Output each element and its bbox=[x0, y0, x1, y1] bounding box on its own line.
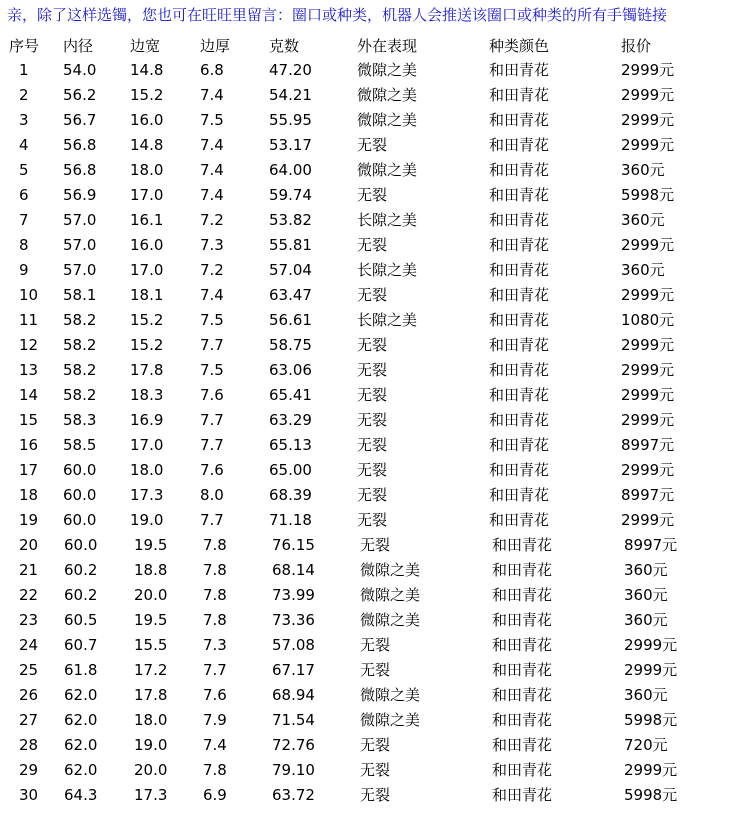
col-index: 9 bbox=[19, 261, 29, 279]
col-weight: 73.99 bbox=[272, 586, 315, 604]
col-index: 3 bbox=[19, 111, 29, 129]
col-appearance: 微隙之美 bbox=[357, 161, 418, 179]
col-thickness: 7.7 bbox=[200, 436, 224, 454]
col-type-color: 和田青花 bbox=[489, 86, 550, 104]
table-row bbox=[0, 483, 751, 507]
col-weight: 56.61 bbox=[269, 311, 312, 329]
col-appearance: 微隙之美 bbox=[357, 61, 418, 79]
col-type-color: 和田青花 bbox=[489, 261, 550, 279]
table-row bbox=[0, 533, 751, 557]
table-row bbox=[0, 108, 751, 132]
col-weight: 58.75 bbox=[269, 336, 312, 354]
col-width: 15.2 bbox=[130, 311, 164, 329]
col-appearance: 无裂 bbox=[357, 236, 388, 254]
col-thickness: 7.4 bbox=[200, 286, 224, 304]
table-row bbox=[0, 258, 751, 282]
col-width: 18.0 bbox=[130, 161, 164, 179]
col-thickness: 7.7 bbox=[203, 661, 227, 679]
col-price: 2999元 bbox=[621, 236, 675, 254]
col-appearance: 长隙之美 bbox=[357, 211, 418, 229]
col-width: 17.0 bbox=[130, 261, 164, 279]
col-index: 1 bbox=[19, 61, 29, 79]
col-appearance: 无裂 bbox=[360, 636, 391, 654]
col-weight: 63.47 bbox=[269, 286, 312, 304]
col-price: 2999元 bbox=[621, 511, 675, 529]
col-thickness: 7.4 bbox=[200, 86, 224, 104]
col-inner-diameter: 60.0 bbox=[64, 536, 98, 554]
col-price: 2999元 bbox=[621, 336, 675, 354]
col-inner-diameter: 56.7 bbox=[63, 111, 97, 129]
col-width: 18.3 bbox=[130, 386, 164, 404]
table-row bbox=[0, 158, 751, 182]
col-appearance: 无裂 bbox=[357, 186, 388, 204]
table-row bbox=[0, 558, 751, 582]
col-index: 11 bbox=[19, 311, 39, 329]
col-appearance: 无裂 bbox=[357, 486, 388, 504]
col-weight: 68.94 bbox=[272, 686, 315, 704]
col-price: 2999元 bbox=[621, 461, 675, 479]
col-price: 2999元 bbox=[621, 361, 675, 379]
col-appearance: 长隙之美 bbox=[357, 311, 418, 329]
col-thickness: 7.3 bbox=[200, 236, 224, 254]
col-index: 6 bbox=[19, 186, 29, 204]
table-row bbox=[0, 133, 751, 157]
col-index: 22 bbox=[19, 586, 39, 604]
col-thickness: 6.8 bbox=[200, 61, 224, 79]
col-price-header: 报价 bbox=[621, 37, 652, 55]
table-row bbox=[0, 433, 751, 457]
col-appearance: 微隙之美 bbox=[360, 561, 421, 579]
col-width: 14.8 bbox=[130, 136, 164, 154]
table-row bbox=[0, 233, 751, 257]
table-row bbox=[0, 608, 751, 632]
col-width: 18.0 bbox=[134, 711, 168, 729]
col-thickness: 7.8 bbox=[203, 561, 227, 579]
col-index: 26 bbox=[19, 686, 39, 704]
col-inner-diameter: 58.3 bbox=[63, 411, 97, 429]
col-type-color: 和田青花 bbox=[492, 536, 553, 554]
col-weight: 68.39 bbox=[269, 486, 312, 504]
col-thickness: 7.4 bbox=[200, 186, 224, 204]
col-type-color: 和田青花 bbox=[492, 636, 553, 654]
col-index: 7 bbox=[19, 211, 29, 229]
col-weight: 65.13 bbox=[269, 436, 312, 454]
col-width: 17.3 bbox=[130, 486, 164, 504]
col-width: 17.3 bbox=[134, 786, 168, 804]
col-width: 17.2 bbox=[134, 661, 168, 679]
col-index: 17 bbox=[19, 461, 39, 479]
col-inner-diameter: 62.0 bbox=[64, 761, 98, 779]
col-thickness: 7.6 bbox=[200, 386, 224, 404]
col-type-color: 和田青花 bbox=[489, 461, 550, 479]
col-type-color: 和田青花 bbox=[489, 136, 550, 154]
col-thickness: 7.5 bbox=[200, 311, 224, 329]
col-index: 30 bbox=[19, 786, 39, 804]
col-appearance: 无裂 bbox=[357, 461, 388, 479]
col-width: 20.0 bbox=[134, 586, 168, 604]
col-inner-diameter: 60.0 bbox=[63, 486, 97, 504]
col-price: 2999元 bbox=[621, 386, 675, 404]
col-appearance: 无裂 bbox=[357, 361, 388, 379]
col-price: 360元 bbox=[624, 586, 668, 604]
table-row bbox=[0, 658, 751, 682]
col-width: 15.2 bbox=[130, 336, 164, 354]
notice-text: 亲，除了这样选镯，您也可在旺旺里留言：圈口或种类，机器人会推送该圈口或种类的所有手镯链接 bbox=[7, 6, 668, 24]
col-price: 8997元 bbox=[621, 436, 675, 454]
col-price: 5998元 bbox=[624, 711, 678, 729]
col-thickness: 7.4 bbox=[200, 161, 224, 179]
col-thickness: 7.9 bbox=[203, 711, 227, 729]
col-price: 5998元 bbox=[621, 186, 675, 204]
col-appearance: 无裂 bbox=[360, 786, 391, 804]
col-inner-diameter: 57.0 bbox=[63, 236, 97, 254]
col-weight: 72.76 bbox=[272, 736, 315, 754]
col-width: 14.8 bbox=[130, 61, 164, 79]
col-appearance: 微隙之美 bbox=[360, 586, 421, 604]
col-inner-diameter: 56.2 bbox=[63, 86, 97, 104]
col-inner-diameter: 58.2 bbox=[63, 336, 97, 354]
table-row bbox=[0, 283, 751, 307]
col-thickness: 7.7 bbox=[200, 511, 224, 529]
col-price: 2999元 bbox=[621, 286, 675, 304]
col-inner-diameter: 60.0 bbox=[63, 511, 97, 529]
col-inner-diameter: 58.2 bbox=[63, 386, 97, 404]
col-weight: 57.04 bbox=[269, 261, 312, 279]
col-index: 18 bbox=[19, 486, 39, 504]
col-appearance: 无裂 bbox=[357, 336, 388, 354]
col-inner-diameter: 61.8 bbox=[64, 661, 98, 679]
col-appearance: 无裂 bbox=[357, 411, 388, 429]
col-inner-diameter: 58.2 bbox=[63, 311, 97, 329]
col-price: 2999元 bbox=[621, 136, 675, 154]
col-inner-diameter: 58.1 bbox=[63, 286, 97, 304]
col-type-color: 和田青花 bbox=[489, 336, 550, 354]
col-weight: 65.00 bbox=[269, 461, 312, 479]
col-inner-diameter: 60.2 bbox=[64, 561, 98, 579]
col-type-color: 和田青花 bbox=[492, 711, 553, 729]
col-inner-diameter: 60.2 bbox=[64, 586, 98, 604]
col-price: 1080元 bbox=[621, 311, 675, 329]
col-type-color: 和田青花 bbox=[492, 761, 553, 779]
col-index: 12 bbox=[19, 336, 39, 354]
col-thickness: 7.6 bbox=[200, 461, 224, 479]
col-index: 5 bbox=[19, 161, 29, 179]
col-width: 17.0 bbox=[130, 186, 164, 204]
col-width: 19.5 bbox=[134, 611, 168, 629]
col-width: 16.1 bbox=[130, 211, 164, 229]
col-type-color: 和田青花 bbox=[489, 111, 550, 129]
col-type-color-header: 种类颜色 bbox=[489, 37, 550, 55]
col-inner-diameter: 58.5 bbox=[63, 436, 97, 454]
col-appearance: 无裂 bbox=[360, 661, 391, 679]
col-index: 24 bbox=[19, 636, 39, 654]
col-width: 19.0 bbox=[130, 511, 164, 529]
col-price: 2999元 bbox=[624, 761, 678, 779]
col-type-color: 和田青花 bbox=[492, 736, 553, 754]
col-type-color: 和田青花 bbox=[489, 311, 550, 329]
col-type-color: 和田青花 bbox=[489, 236, 550, 254]
table-row bbox=[0, 358, 751, 382]
col-weight-header: 克数 bbox=[269, 37, 300, 55]
col-inner-diameter: 57.0 bbox=[63, 261, 97, 279]
col-appearance: 无裂 bbox=[360, 536, 391, 554]
table-row bbox=[0, 183, 751, 207]
col-weight: 67.17 bbox=[272, 661, 315, 679]
col-price: 360元 bbox=[621, 211, 665, 229]
col-inner-diameter: 56.9 bbox=[63, 186, 97, 204]
col-inner-diameter: 60.0 bbox=[63, 461, 97, 479]
col-weight: 53.82 bbox=[269, 211, 312, 229]
table-row bbox=[0, 783, 751, 807]
col-thickness: 6.9 bbox=[203, 786, 227, 804]
col-index: 4 bbox=[19, 136, 29, 154]
col-type-color: 和田青花 bbox=[489, 411, 550, 429]
col-appearance: 微隙之美 bbox=[360, 711, 421, 729]
col-inner-diameter: 62.0 bbox=[64, 686, 98, 704]
col-index: 27 bbox=[19, 711, 39, 729]
col-price: 360元 bbox=[624, 561, 668, 579]
col-width: 20.0 bbox=[134, 761, 168, 779]
table-row bbox=[0, 83, 751, 107]
col-thickness: 7.7 bbox=[200, 411, 224, 429]
col-index: 20 bbox=[19, 536, 39, 554]
col-index: 14 bbox=[19, 386, 39, 404]
col-weight: 63.29 bbox=[269, 411, 312, 429]
col-type-color: 和田青花 bbox=[489, 61, 550, 79]
col-thickness: 7.4 bbox=[200, 136, 224, 154]
col-thickness: 8.0 bbox=[200, 486, 224, 504]
col-weight: 53.17 bbox=[269, 136, 312, 154]
col-weight: 68.14 bbox=[272, 561, 315, 579]
col-price: 360元 bbox=[621, 261, 665, 279]
table-row bbox=[0, 58, 751, 82]
col-type-color: 和田青花 bbox=[489, 486, 550, 504]
col-width: 16.9 bbox=[130, 411, 164, 429]
col-thickness-header: 边厚 bbox=[200, 37, 231, 55]
col-inner-diameter: 62.0 bbox=[64, 711, 98, 729]
col-index: 19 bbox=[19, 511, 39, 529]
table-row bbox=[0, 408, 751, 432]
table-header bbox=[0, 34, 751, 58]
col-thickness: 7.8 bbox=[203, 761, 227, 779]
col-type-color: 和田青花 bbox=[492, 661, 553, 679]
table-row bbox=[0, 458, 751, 482]
col-appearance: 微隙之美 bbox=[360, 611, 421, 629]
col-index: 2 bbox=[19, 86, 29, 104]
col-weight: 65.41 bbox=[269, 386, 312, 404]
col-index: 10 bbox=[19, 286, 39, 304]
col-inner-diameter: 60.5 bbox=[64, 611, 98, 629]
col-weight: 76.15 bbox=[272, 536, 315, 554]
col-thickness: 7.8 bbox=[203, 611, 227, 629]
col-inner-diameter: 56.8 bbox=[63, 161, 97, 179]
table-row bbox=[0, 383, 751, 407]
col-weight: 54.21 bbox=[269, 86, 312, 104]
col-thickness: 7.6 bbox=[203, 686, 227, 704]
table-row bbox=[0, 758, 751, 782]
table-row bbox=[0, 208, 751, 232]
col-inner-diameter: 57.0 bbox=[63, 211, 97, 229]
col-price: 2999元 bbox=[621, 411, 675, 429]
col-width: 15.2 bbox=[130, 86, 164, 104]
table-row bbox=[0, 508, 751, 532]
col-appearance: 微隙之美 bbox=[357, 111, 418, 129]
col-weight: 73.36 bbox=[272, 611, 315, 629]
col-index: 13 bbox=[19, 361, 39, 379]
col-type-color: 和田青花 bbox=[489, 286, 550, 304]
col-type-color: 和田青花 bbox=[489, 211, 550, 229]
col-price: 8997元 bbox=[624, 536, 678, 554]
col-appearance: 无裂 bbox=[360, 736, 391, 754]
col-width: 15.5 bbox=[134, 636, 168, 654]
col-inner-diameter: 60.7 bbox=[64, 636, 98, 654]
col-weight: 59.74 bbox=[269, 186, 312, 204]
col-appearance: 无裂 bbox=[357, 286, 388, 304]
col-weight: 57.08 bbox=[272, 636, 315, 654]
col-type-color: 和田青花 bbox=[492, 586, 553, 604]
col-price: 720元 bbox=[624, 736, 668, 754]
col-index: 28 bbox=[19, 736, 39, 754]
col-type-color: 和田青花 bbox=[492, 561, 553, 579]
col-appearance: 微隙之美 bbox=[360, 686, 421, 704]
col-width: 18.1 bbox=[130, 286, 164, 304]
table-row bbox=[0, 633, 751, 657]
table-row bbox=[0, 583, 751, 607]
col-weight: 64.00 bbox=[269, 161, 312, 179]
col-thickness: 7.8 bbox=[203, 586, 227, 604]
col-inner-diameter: 64.3 bbox=[64, 786, 98, 804]
col-price: 360元 bbox=[621, 161, 665, 179]
col-thickness: 7.2 bbox=[200, 261, 224, 279]
col-width: 16.0 bbox=[130, 236, 164, 254]
col-price: 5998元 bbox=[624, 786, 678, 804]
table-row bbox=[0, 333, 751, 357]
col-index: 16 bbox=[19, 436, 39, 454]
col-appearance: 无裂 bbox=[357, 511, 388, 529]
col-inner-diameter: 62.0 bbox=[64, 736, 98, 754]
col-thickness: 7.8 bbox=[203, 536, 227, 554]
col-appearance: 无裂 bbox=[360, 761, 391, 779]
col-appearance: 长隙之美 bbox=[357, 261, 418, 279]
col-inner-diameter-header: 内径 bbox=[63, 37, 94, 55]
col-width: 19.5 bbox=[134, 536, 168, 554]
col-appearance-header: 外在表现 bbox=[357, 37, 418, 55]
col-appearance: 无裂 bbox=[357, 436, 388, 454]
col-appearance: 无裂 bbox=[357, 136, 388, 154]
col-index: 29 bbox=[19, 761, 39, 779]
col-price: 360元 bbox=[624, 686, 668, 704]
col-width: 18.8 bbox=[134, 561, 168, 579]
col-width: 17.8 bbox=[134, 686, 168, 704]
col-thickness: 7.4 bbox=[203, 736, 227, 754]
col-index: 21 bbox=[19, 561, 39, 579]
col-index: 15 bbox=[19, 411, 39, 429]
col-type-color: 和田青花 bbox=[489, 361, 550, 379]
col-type-color: 和田青花 bbox=[492, 686, 553, 704]
col-type-color: 和田青花 bbox=[489, 511, 550, 529]
col-weight: 55.81 bbox=[269, 236, 312, 254]
col-index: 23 bbox=[19, 611, 39, 629]
col-weight: 63.72 bbox=[272, 786, 315, 804]
col-weight: 55.95 bbox=[269, 111, 312, 129]
col-inner-diameter: 54.0 bbox=[63, 61, 97, 79]
col-thickness: 7.5 bbox=[200, 361, 224, 379]
col-price: 360元 bbox=[624, 611, 668, 629]
col-thickness: 7.3 bbox=[203, 636, 227, 654]
col-type-color: 和田青花 bbox=[489, 186, 550, 204]
col-type-color: 和田青花 bbox=[489, 161, 550, 179]
col-type-color: 和田青花 bbox=[489, 436, 550, 454]
table-row bbox=[0, 733, 751, 757]
col-price: 2999元 bbox=[624, 636, 678, 654]
col-price: 2999元 bbox=[624, 661, 678, 679]
col-weight: 71.54 bbox=[272, 711, 315, 729]
col-thickness: 7.7 bbox=[200, 336, 224, 354]
col-type-color: 和田青花 bbox=[492, 786, 553, 804]
col-type-color: 和田青花 bbox=[492, 611, 553, 629]
col-width: 17.0 bbox=[130, 436, 164, 454]
col-type-color: 和田青花 bbox=[489, 386, 550, 404]
col-width: 17.8 bbox=[130, 361, 164, 379]
table-row bbox=[0, 683, 751, 707]
col-weight: 63.06 bbox=[269, 361, 312, 379]
col-weight: 71.18 bbox=[269, 511, 312, 529]
col-width: 16.0 bbox=[130, 111, 164, 129]
col-index: 8 bbox=[19, 236, 29, 254]
col-index-header: 序号 bbox=[9, 37, 40, 55]
col-appearance: 无裂 bbox=[357, 386, 388, 404]
table-row bbox=[0, 708, 751, 732]
col-weight: 79.10 bbox=[272, 761, 315, 779]
col-width-header: 边宽 bbox=[130, 37, 161, 55]
col-inner-diameter: 58.2 bbox=[63, 361, 97, 379]
col-price: 2999元 bbox=[621, 111, 675, 129]
col-price: 8997元 bbox=[621, 486, 675, 504]
col-appearance: 微隙之美 bbox=[357, 86, 418, 104]
col-thickness: 7.5 bbox=[200, 111, 224, 129]
col-inner-diameter: 56.8 bbox=[63, 136, 97, 154]
col-price: 2999元 bbox=[621, 86, 675, 104]
table-row bbox=[0, 308, 751, 332]
col-weight: 47.20 bbox=[269, 61, 312, 79]
col-index: 25 bbox=[19, 661, 39, 679]
col-width: 19.0 bbox=[134, 736, 168, 754]
col-thickness: 7.2 bbox=[200, 211, 224, 229]
col-width: 18.0 bbox=[130, 461, 164, 479]
col-price: 2999元 bbox=[621, 61, 675, 79]
